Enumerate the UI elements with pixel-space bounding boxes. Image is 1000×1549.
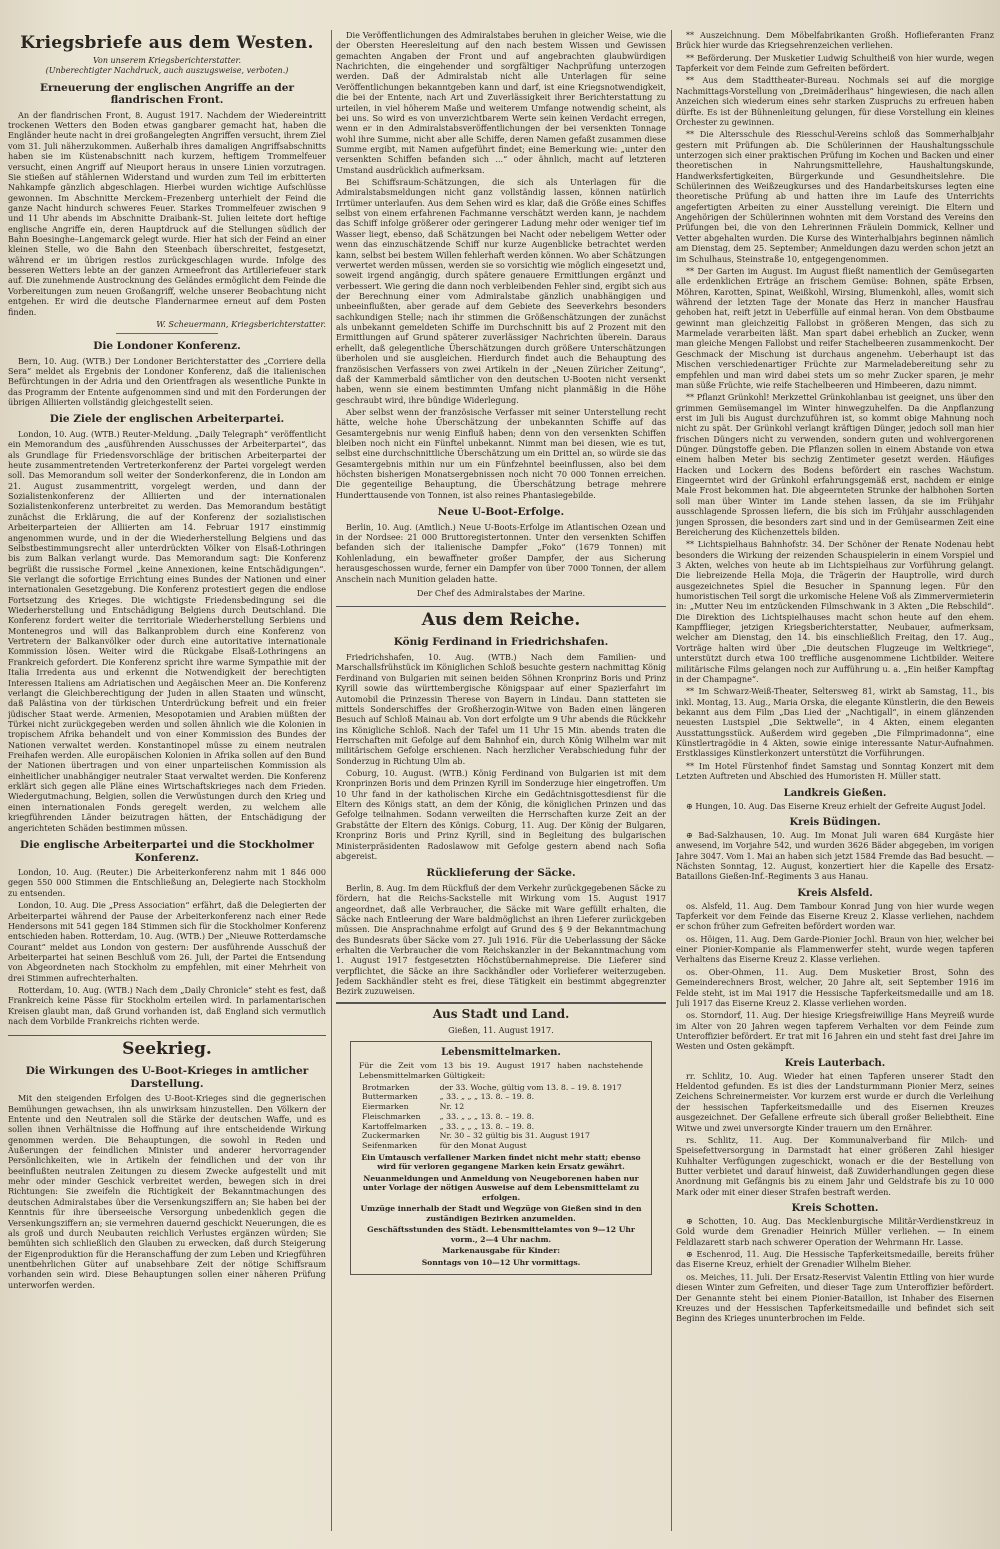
local-news-item: ⊕ Hungen, 10. Aug. Das Eiserne Kreuz erhielt der Gefreite August Jodel. [686,800,986,811]
section-title: Aus Stadt und Land. [336,1002,666,1021]
section-title: Seekrieg. [8,1035,326,1060]
ration-detail: Nr. 30 – 32 gültig bis 31. August 1917 [439,1131,591,1141]
notice-title: Lebensmittelmarken. [441,1046,561,1058]
article-paragraph: Mit den steigenden Erfolgen des U-Boot-Krieges sind die gegnerischen Bemühungen gewachsen, ihn als unwirksam hinzustellen. Den Völkern der Entente und den Neutralen soll die Stärke der deutschen Waffe, und es sollen ihnen Verhältnisse die Hoffnung auf ihre entscheidende Wirkung genommen werden. Die Behauptungen, die sowohl in Reden und Äußerungen der feindlichen Minister und anderer hervorragender Persönlichkeiten, wie in Artikeln der feindlichen und der von ihr beeinflußten neutralen Zeitungen zu diesem Zwecke aufgestellt und mit mehr oder minder Geschick verbreitet werden, bewegen sich in drei Richtungen: Sie zweifeln die Richtigkeit der Bekanntmachungen des deutschen Admiralstabes über die Versenkungsziffern an; Sie haben bei der Kenntnis für ihre überseeische Versorgung unbedenklich gegen die Versenkungsziffern an; sie vermehren dauernd geschickt Neuerungen, die es als groß und durch Neubauten reichlich Verlustes ergänzen würden; Sie bemühten sich schließlich den Glauben zu erwecken, daß durch Steigerung der Eigenproduktion für die Heranschaffung der zum Leben und Kriegführen unentbehrlichen Güter auf unabsehbare Zeit der nötige Schiffsraum vorhanden sein wird. Diese Behauptungen sollen einer näheren Prüfung unterworfen werden. [8,1093,326,1290]
notice-line: Ein Umtausch verfallener Marken findet nicht mehr statt; ebenso wird für verloren gegangene Marken kein Ersatz gewährt. [361,1152,641,1172]
article-paragraph: Rotterdam, 10. Aug. (WTB.) Nach dem „Daily Chronicle“ steht es fest, daß Frankreich keine Pässe für Stockholm erteilen wird. In parlamentarischen Kreisen glaubt man, daß Grund vorhanden ist, daß England sich vermutlich nach dem Vorbilde Frankreichs richten werde. [8,985,326,1027]
ration-row [359,1092,643,1102]
local-news-item: ** Pflanzt Grünkohl! Merkzettel Grünkohlanbau ist geeignet, uns über den grimmen Gemüsemangel im Winter hinwegzuhelfen. Da die Anpflanzung erst im Juli bis August durchzuführen ist, so kommt obige Mahnung noch nicht zu spät. Der Grünkohl verlangt kräftigen Dünger, jedoch soll man hier frischen Düngers nicht zu verwenden, sondern guten und wohlvergorenen Dünger. Düngstoffe geben. Die Pflanzen sollen in einem Abstande von etwa einem halben Meter bis sechzig Zentimeter gesetzt werden. Häufiges Hacken und Lockern des Bodens befördert ein rasches Wachstum. Eingeerntet wird der Grünkohl erfahrungsgemäß erst, nachdem er einige Male Frost bekommen hat. Die abgeernteten Strunke der halbhohen Sorten soll man über Winter im Lande stehen lassen, da sie im Frühjahr ausschlagende Sprossen liefern, die bis sich im Frühjahr ausschlagenden jungen Sprossen, die besonders zart sind und in der Gemüsearmen Zeit eine Bereicherung des Küchenzettels bilden. [676,392,994,537]
article-heading: Die englische Arbeiterpartei und die Stockholmer Konferenz. [20,838,314,864]
article-heading: König Ferdinand in Friedrichshafen. [393,636,609,649]
district-heading: Kreis Büdingen. [789,816,881,828]
article-paragraph: Friedrichshafen, 10. Aug. (WTB.) Nach dem Familien- und Marschallsfrühstück im Königlichen Schloß besuchte gestern nachmittag König Ferdinand von Bulgarien mit seinen beiden Söhnen Kronprinz Boris und Prinz Kyrill sowie das württembergische Königspaar auf einer Spazierfahrt im Automobil die Prinzessin Therese von Bayern in Lindau. Dann statteten sie mittels Sonderschiffes der Großherzogin-Witwe von Baden einen längeren Besuch auf Schloß Mainau ab. Von dort erfolgte um 9 Uhr abends die Rückkehr ins Königliche Schloß. Nach der Tafel um 11 Uhr 15 Min. abends traten die Herrschaften mit Gefolge auf dem Bahnhof ein, durch König Wilhelm war mit militärischem Gefolge erschienen. Nach herzlicher Verabschiedung fuhr der Sonderzug in Richtung Ulm ab. [336,652,666,766]
ration-detail: für den Monat August [439,1141,527,1151]
article-paragraph: Coburg, 10. August. (WTB.) König Ferdinand von Bulgarien ist mit dem Kronprinzen Boris und dem Prinzen Kyrill im Sonderzuge hier eingetroffen. Um 10 Uhr fand in der katholischen Kirche ein Gedächtnisgottesdienst für die Eltern des Königs statt, an dem der König, die königlichen Prinzen und das Gefolge teilnahmen. Sodann verweilten die Herrschaften kurze Zeit an der Grabstätte der Eltern des Königs. Coburg, 11. Aug. Der König der Bulgaren, Kronprinz Boris und Prinz Kyrill, sind in Begleitung des bulgarischen Ministerpräsidenten Radoslawow mit Gefolge gestern abend nach Sofia abgereist. [336,768,666,861]
ration-row [359,1102,643,1112]
local-news-item: ** Auszeichnung. Dem Möbelfabrikanten Großh. Hoflieferanten Franz Brück hier wurde das Kriegsehrenzeichen verliehen. [676,30,994,51]
ration-label: Kartoffelmarken [362,1121,427,1131]
local-news-item: rr. Schlitz, 10. Aug. Wieder hat einen Tapferen unserer Stadt den Heldentod gefunden. Es ist dies der Landsturmmann Pionier Merz, seines Zeichens Schreinermeister. Vor kurzem erst wurde er durch die Verleihung der hessischen Tapferkeitsmedaille und des Eisernen Kreuzes ausgezeichnet. Der Gefallene erfreute sich überall großer Beliebtheit. Eine Witwe und zwei unversorgte Kinder trauern um den Ernährer. [676,1070,994,1133]
notice-line: Sonntags von 10—12 Uhr vormittags. [421,1257,581,1267]
local-news-item: os. Alsfeld, 11. Aug. Dem Tambour Konrad Jung von hier wurde wegen Tapferkeit vor dem Feinde das Eiserne Kreuz 2. Klasse verliehen, nachdem er schon früher zum Gefreiten befördert worden war. [676,900,994,932]
ration-label: Fleischmarken [362,1111,421,1121]
article-paragraph: Berlin, 8. Aug. Im dem Rückfluß der dem Verkehr zurückgegebenen Säcke zu fördern, hat die Reichs-Sackstelle mit Wirkung vom 15. August 1917 angeordnet, daß alle Verbraucher, die Säcke mit Ware gefüllt erhalten, die Säcke nach Entleerung der Ware baldmöglichst an ihren Lieferer zurückgeben müssen. Die Ansprachnahme erfolgt auf Grund des § 9 der Bekanntmachung des Bundesrats über Säcke vom 27. Juli 1916. Für die Ueberlassung der Säcke erhalten die Verbraucher die vom Reichskanzler in der Bekanntmachung vom 1. August 1917 festgesetzten Höchstübernahmepreise. Die Lieferer sind verpflichtet, die Säcke an ihre Sackhändler oder Vorlieferer weiterzugeben. Jedem Sackhändler steht es frei, diese Tätigkeit ein bestimmt abgegrenzter Bezirk zuzuweisen. [336,882,666,997]
article-subtitle: Von unserem Kriegsberichterstatter. [92,55,242,65]
local-news-item: ** Die Altersschule des Riesschul-Vereins schloß das Sommerhalbjahr gestern mit Prüfungen ab. Die Schülerinnen der Haushaltungsschule unterzogen sich einer praktischen Prüfung im Kochen und Backen und einer theoretischen in Nahrungsmittellehre, Haushaltungskunde, Handwerksfertigkeiten, Bürgerkunde und Gesundheitslehre. Die Schülerinnen des Weißzeugkurses und des Handarbeitskurses legten eine theoretische Prüfung ab und hatten ihre im Laufe des Unterrichts angefertigten Arbeiten zu einer Ausstellung vereinigt. Die Eltern und Angehörigen der Schülerinnen wohnten mit dem Vorstand des Vereins den Prüfungen bei, die von den Lehrerinnen Fräulein Dommick, Kellner und Vetter abgehalten wurden. Die Kurse des Winterhalbjahrs beginnen nämlich am Dienstag, dem 25. September; Anmeldungen dazu werden schon jetzt an im Schulhaus, Steinstraße 10, entgegengenommen. [676,129,994,264]
local-news-item: ** Lichtspielhaus Bahnhofstr. 34. Der Schöner der Renate Nodenau hebt besonders die Wirkung der reizenden Schauspielerin in einem Vorspiel und 3 Akten, welches von heute ab im Lichtspielhaus zur Vorführung gelangt. Die liebreizende Hella Moja, die Trägerin der Hauptrolle, wird durch ausgezeichnetes Spiel die Besucher in Spannung legen. Für den humoristischen Teil sorgt die urkomische Helene Voß als Zimmervermieterin in: „Mutter Neu im entzückenden Filmschwank in 3 Akten „Die Rebschild“. Die Direktion des Lichtspielhauses macht schon heute auf den ehem. Kampfflieger, jetzigen Kriegsberichterstatter, Neubauer, aufmerksam, welcher am Dienstag, den 14. bis einschließlich Freitag, den 17. Aug., Vorträge halten wird über „Die deutschen Flugzeuge im Weltkriege“, unterstützt durch etwa 100 treffliche ausgenommene Lichtbilder. Weitere militärische Films gelangen noch zur Aufführung u. a. „Ein heißer Kampftag in der Champagne“. [676,539,994,684]
dateline: Gießen, 11. August 1917. [448,1024,554,1035]
ration-detail: Nr. 12 [439,1102,465,1112]
local-news-item: ** Im Hotel Fürstenhof findet Samstag und Sonntag Konzert mit dem Letzten Auftreten und Abschied des Humoristen H. Müller statt. [676,760,994,782]
article-paragraph: An der flandrischen Front, 8. August 1917. Nachdem der Wiedereintritt trockenen Wetters den Boden etwas gangbarer gemacht hat, haben die Engländer heute nacht in drei großangelegten Angriffen versucht, ihrem Ziel vom 31. Juli näherzukommen. Außerhalb ihres damaligen Angriffsabschnitts haben sie im Küstenabschnitt nach kurzem, heftigem Trommelfeuer versucht, einen Angriff auf Nieuport heraus in unsere Linien vorzutragen. Sie stießen auf stählernen Widerstand und wurden zum Teil im erbitterten Nahkampfe gänzlich abgeschlagen. Hierbei wurden wichtige Aufschlüsse gewonnen. Im Abschnitte Merckem–Frezenberg unterhielt der Feind die ganze Nacht hindurch schweres Feuer. Starkes Trommelfeuer zwischen 9 und 11 Uhr abends im Abschnitte Draibank–St. Julien leitete dort heftige englische Angriffe ein, deren Hauptdruck auf die Stellungen südlich der Bahn Boesinghe–Langemarck gelegt wurde. Hier hat sich der Feind an einer kleinen Stelle, wo die Bahn den Steenbach überschreitet, festgesetzt, während er im übrigen restlos zurückgeschlagen wurde. Infolge des besseren Wetters lebte an der ganzen Armeefront das Artilleriefeuer stark auf. Die zunehmende Austrocknung des Geländes ermöglicht dem Feinde die Vorbereitungen zum neuen Großangriff, welche unserer Beobachtung nicht entgehen. Er wird die deutsche Flandernarmee erneut auf dem Posten finden. [8,109,326,317]
ration-row [359,1083,643,1093]
district-heading: Kreis Alsfeld. [797,887,873,899]
local-news-item: os. Storndorf, 11. Aug. Der hiesige Kriegsfreiwillige Hans Meyreiß wurde im Alter von 20 Jahren wegen tapferem Verhalten vor dem Feinde zum Unteroffizier befördert. Er trat mit 16 Jahren ein und steht fast drei Jahre im Westen und Osten gekämpft. [676,1010,994,1052]
column-rule [331,30,332,1531]
notice-line: Geschäftsstunden des Städt. Lebensmittelamtes von 9—12 Uhr vorm., 2—4 Uhr nachm. [367,1225,635,1244]
article-heading: Neue U-Boot-Erfolge. [437,506,565,519]
ration-detail: „ 33. „ „ „ 13. 8. – 19. 8. [439,1111,535,1121]
column-middle [336,30,666,1531]
ration-row [359,1141,643,1151]
ration-label: Eiermarken [362,1102,409,1112]
ration-row [359,1112,643,1122]
article-heading: Die Londoner Konferenz. [93,339,241,352]
section-title: Aus dem Reiche. [336,606,666,631]
local-news-item: os. Meiches, 11. Juli. Der Ersatz-Reservist Valentin Ettling von hier wurde diesen Winter zum Gefreiten, und dieser Tage zum Unteroffizier befördert. Der Genannte steht bei einem Pionier-Bataillon, ist Inhaber des Eisernen Kreuzes und der Hessischen Tapferkeitsmedaille und befindet sich seit Beginn des Krieges ununterbrochen im Felde. [676,1271,994,1324]
ration-detail: „ 33. „ „ „ 13. 8. – 19. 8. [439,1092,535,1102]
separator [116,333,218,334]
reprint-notice: (Unberechtigter Nachdruck, auch auszugsweise, verboten.) [45,65,289,75]
article-signature: Der Chef des Admiralstabes der Marine. [416,587,586,598]
local-news-item: ⊕ Bad-Salzhausen, 10. Aug. Im Monat Juli waren 684 Kurgäste hier anwesend, im Vorjahre 542, und wurden 3626 Bäder abgegeben, im vorigen Jahre 3047. Vom 1. Mai an haben sich jetzt 1584 Fremde das Bad besucht. — Nächsten Sonntag, 12. August, konzertiert hier die Kapelle des Ersatz-Bataillons Gießen-Inf.-Regiments 3 aus Hanau. [676,829,994,882]
ration-label: Zuckermarken [362,1131,421,1141]
article-paragraph: Die Veröffentlichungen des Admiralstabes beruhen in gleicher Weise, wie die der Obersten Heeresleitung auf den nach bestem Wissen und Gewissen gemachten Angaben der Front und auf angebrachten glaubwürdigen Nachrichten, die eingehender und sorgfältiger Nachprüfung unterzogen werden. Daß der Admiralstab nicht alle Unterlagen für seine Veröffentlichungen bekanntgeben kann und darf, ist eine Kriegsnotwendigkeit, die bei der Entente, nach Art und Zuverlässigkeit ihrer Berichterstattung zu urteilen, in viel höherem Maße und weiterem Umfange notwendig scheint, als bei uns. So wird es von unverzichtbarem Werte sein keinen Verdacht erregen, wenn er in den Admiralstabsveröffentlichungen der bei versenkten Tonnage wohl ihre Summe, nicht aber alle Schiffe, deren Namen gefaßt zusammen diese Summe ergibt, mit Namen aufgeführt findet; eine Bemerkung wie: „unter den versenkten Schiffen befanden sich ...“ oder ähnlich, macht auf letzteren Umstand ausdrücklich aufmerksam. [336,30,666,175]
ration-detail: der 33. Woche, gültig vom 13. 8. – 19. 8. 1917 [439,1082,622,1092]
ration-label: Brotmarken [362,1082,410,1092]
article-paragraph: Aber selbst wenn der französische Verfasser mit seiner Unterstellung recht hätte, welche hohe Überschätzung der unbekannten Schiffe auf das Gesamtergebnis nur wenig Einfluß haben; denn von den versenkten Schiffen bleiben noch nicht ein Fünftel unbekannt. Nimmt man bei diesen, wie es tut, selbst eine durchschnittliche Überschätzung um ein Drittel an, so würde sie das Gesamtergebnis mithin nur um ein Fünfzehntel beeinflussen, also bei dem höchsten bisherigen Monatsergebnissen noch nicht 70 000 Tonnen erreichen. Die gegenteilige Behauptung, die Überschätzung betrage mehrere Hunderttausende von Tonnen, ist also reines Phantasiegebilde. [336,406,666,500]
local-news-item: os. Ober-Ohmen, 11. Aug. Dem Musketier Brost, Sohn des Gemeinderechners Brost, welcher, 20 Jahre alt, seit September 1916 im Felde steht, ist im Mai 1917 die Hessische Tapferkeitsmedaille und am 18. Juli 1917 das Eiserne Kreuz 2. Klasse verliehen worden. [676,966,994,1008]
ration-row [359,1131,643,1141]
article-heading: Die Ziele der englischen Arbeiterpartei. [49,413,285,426]
article-title: Kriegsbriefe aus dem Westen. [20,33,314,53]
local-news-item: ** Beförderung. Der Musketier Ludwig Schultheiß von hier wurde, wegen Tapferkeit vor dem Feinde zum Gefreiten befördert. [676,52,994,74]
article-heading: Erneuerung der englischen Angriffe an der flandrischen Front. [40,81,294,107]
local-news-item: ⊕ Eschenrod, 11. Aug. Die Hessische Tapferkeitsmedaille, bereits früher das Eiserne Kreuz, erhielt der Grenadier Wilhelm Bieher. [676,1249,994,1270]
district-heading: Kreis Schotten. [791,1203,879,1215]
column-right [676,30,994,1531]
notice-line: Umzüge innerhalb der Stadt und Wegzüge von Gießen sind in den zuständigen Bezirken anzumelden. [360,1204,642,1223]
ration-table [359,1083,643,1151]
ration-label: Seifenmarken [362,1141,418,1151]
local-news-item: ⊕ Schotten, 10. Aug. Das Mecklenburgische Militär-Verdienstkreuz in Gold wurde dem Grenadier Heinrich Müller verliehen. — In einem Feldlazarett starb nach schwerer Operation der Wehrmann Hr. Lasse. [676,1216,994,1247]
notice-line: Neuanmeldungen und Anmeldung von Neugeborenen haben nur unter Vorlage der nötigen Ausweise auf dem Lebensmittelamt zu erfolgen. [362,1173,640,1202]
local-news-item: rs. Schlitz, 11. Aug. Der Kommunalverband für Milch- und Speisefettversorgung in Darmstadt hat einer größeren Zahl hiesiger Kuhhalter Verfügungen zugeschickt, wonach er die der Bestellung von Butter verbietet und darauf hinweist, daß Zuwiderhandlungen gegen diese Anordnung mit Gefängnis bis zu einem Jahr und Geldstrafe bis zu 10 000 Mark oder mit einer dieser Strafen bestraft werden. [676,1134,994,1197]
article-paragraph: London, 10. Aug. (WTB.) Reuter-Meldung. „Daily Telegraph“ veröffentlicht ein Memorandum des „ausführenden Ausschusses der Arbeiterpartei“, das als Grundlage für Friedensvorschläge der britischen Arbeiterpartei der heute zusammentretenden Vertreterkonferenz der Partei vorgelegt werden soll. Das Memorandum soll weiter der Sonderkonferenz, die in London am 21. August zusammentritt, vorgelegt werden, und dann der Sozialistenkonferenz der Alliierten und der internationalen Sozialistenkonferenz unterbreitet zu werden. Das Memorandum bestätigt zunächst die Erklärung, die auf der Konferenz der sozialistischen Arbeiterparteien der Alliierten am 14. Februar 1917 einstimmig angenommen wurde, und in der die Wiederherstellung Belgiens und das Selbstbestimmungsrecht aller unterdrückten Völker von Elsaß-Lothringen bis zum Balkan verlangt wurde. Das Memorandum sagt: Die Konferenz begrüßt die russische Formel „keine Annexionen, keine Entschädigungen“. Sie verlangt die sofortige Errichtung eines Bundes der Nationen und einer internationalen Gesetzgebung. Die Konferenz protestiert gegen die endlose Fortsetzung des Krieges. Die wichtigste Friedensbedingung sei die Wiederherstellung und Entschädigung Belgiens durch Deutschland. Die Konferenz fordert weiter die territoriale Wiederherstellung Serbiens und Montenegros und will das Balkanproblem durch eine Konferenz von Vertretern der Balkanvölker oder durch eine autoritative internationale Kommission lösen. Weiter wird die Rückgabe Elsaß-Lothringens an Frankreich gefordert. Die Konferenz spricht ihre warme Sympathie mit der Italia Irredenta aus und erkennt die Notwendigkeit der berechtigten Interessen Italiens am Adriatischen und Aegäischen Meer an. Die Konferenz verlangt die Gleichberechtigung der Juden in allen Staaten und wünscht, daß Palästina von der türkischen Unterdrückung befreit und ein freier jüdischer Staat werde. Armenien, Mesopotamien und Arabien müßten der Türkei nicht zurückgegeben werden und sollen ähnlich wie die Kolonien in tropischem Afrika behandelt und von einer Kommission des Bundes der Nationen verwaltet werden. Konstantinopel müsse zu einem neutralen Freihafen werden. Alle europäischen Kolonien in Afrika sollen auf den Bund der Nationen übertragen und von einer unparteiischen Kommission als einheitlicher unabhängiger neutraler Staat verwaltet werden. Die Konferenz erklärt sich gegen alle Pläne eines Wirtschaftskrieges nach dem Frieden. Wiedergutmachung, Belgien, sollen die Verwüstungen durch den Krieg und einen internationalen Fonds geregelt werden, zu welchem alle kriegführenden Länder beizutragen hätten, der Entschädigung der angerichteten Schäden bestimmen müssen. [8,428,326,833]
local-news-item: os. Höigen, 11. Aug. Dem Garde-Pionier Jochl. Braun von hier, welcher bei einer Pionier-Kompanie als Flammenwerfer steht, wurde wegen tapferen Verhaltens das Eiserne Kreuz 2. Klasse verliehen. [676,933,994,965]
district-heading: Landkreis Gießen. [783,787,887,799]
article-paragraph: Berlin, 10. Aug. (Amtlich.) Neue U-Boots-Erfolge im Atlantischen Ozean und in der Nordsee: 21 000 Bruttoregistertonnen. Unter den versenkten Schiffen befanden sich der italienische Dampfer „Foko“ (1679 Tonnen) mit Kohlenladung, ein bewaffneter großer Dampfer, der aus Sicherung herausgeschossen wurde, ferner ein Dampfer von über 7000 Tonnen, der allem Anschein nach Munition geladen hatte. [336,521,666,584]
article-heading: Rücklieferung der Säcke. [426,867,576,880]
local-news-item: ** Aus dem Stadttheater-Bureau. Nochmals sei auf die morgige Nachmittags-Vorstellung von „Dreimäderlhaus“ hingewiesen, die nach allen Anzeichen sich wiederum eines sehr starken Zuspruchs zu erfreuen haben dürfte. Es ist der Bühnenleitung gelungen, für diese Vorstellung ein kleines Orchester zu gewinnen. [676,75,994,127]
article-paragraph: London, 10. Aug. (Reuter.) Die Arbeiterkonferenz nahm mit 1 846 000 gegen 550 000 Stimmen die Entschließung an, Delegierte nach Stockholm zu entsenden. [8,867,326,898]
ration-row [359,1122,643,1132]
article-paragraph: Bern, 10. Aug. (WTB.) Der Londoner Berichterstatter des „Corriere della Sera“ meldet als Ergebnis der Londoner Konferenz, daß die italienischen Befürchtungen in der Adria und den Orientfragen als wesentliche Punkte in das Programm der Entente aufgenommen sind und mit den Forderungen der übrigen Alliierten vollständig gleichgestellt seien. [8,355,326,407]
ration-card-notice [350,1041,652,1275]
column-left [8,30,326,1531]
district-heading: Kreis Lauterbach. [784,1057,886,1069]
ration-detail: „ 33. „ „ „ 13. 8. – 19. 8. [439,1121,535,1131]
column-rule [671,30,672,1531]
notice-line: Markenausgabe für Kinder: [441,1246,561,1256]
notice-intro: Für die Zeit vom 13 bis 19. August 1917 haben nachstehende Lebensmittelmarken Gültigkeit: [359,1060,643,1080]
article-paragraph: Bei Schiffsraum-Schätzungen, die sich als Unterlagen für die Admiralstabsmeldungen nicht ganz vollständig lassen, können natürlich Irrtümer unterlaufen. Aus dem Sehen wird es klar, daß die Größe eines Schiffes selbst von einem erfahrenen Fachmanne verschätzt werden kann, je nachdem das Schiff infolge größerer oder geringerer Ladung mehr oder weniger tief im Wasser liegt, ebenso, daß Schätzungen bei Nacht oder nebeligem Wetter oder wenn das einzuschätzende Schiff nur kurze Augenblicke betrachtet werden kann, selbst bei bestem Willen fehlerhaft werden können. Wo aber Schätzungen verwertet werden müssen, werden sie so vorsichtig wie möglich eingesetzt und, soweit irgend angängig, durch spätere genauere Ermittlungen ergänzt und verbessert. Wie gering die dann noch verbleibenden Fehler sind, ergibt sich aus der Berechnung einer vom Admiralstabe gänzlich unabhängigen und unbeeinflußten, aber gerade auf dem Gebiete des Seeverkehrs besonders sachkundigen Stelle; nach ihr stimmen die Größenschätzungen der zunächst als unbekannt gemeldeten Schiffe im Durchschnitt bis auf 2 Prozent mit den Ermittlungen auf Grund späterer zuverlässiger Nachrichten überein. Daraus erhellt, daß gelegentliche Überschätzungen durch größere Unterschätzungen überholen und sie ausgleichen. Hierdurch findet auch die Behauptung des französischen Verfassers von zwei Artikeln in der „Neuen Züricher Zeitung“, daß der Kammerbald sämtlicher von den deutschen U-Booten nicht versenkt haben, wenn sie einem bestimmten Umfang nicht planmäßig in die Höhe geschraubt wird, ihre bündige Widerlegung. [336,177,666,405]
local-news-item: ** Im Schwarz-Weiß-Theater, Seltersweg 81, wirkt ab Samstag, 11., bis inkl. Montag, 13. Aug., Maria Orska, die elegante Künstlerin, die den Beweis bekannt aus dem Film „Das Lied der „Nachtigall“, in einem glänzenden neuesten Lustspiel „Die Sektwelle“, in 4 Akten, einem eleganten Ausstattungsstück. Außerdem wird gegeben „Die Filmprimadonna“, eine Künstlertragödie in 4 Akten, sowie einige interessante Natur-Aufnahmen. Erstklassiges Künstlerkonzert unterstützt die Vorführungen. [676,686,994,759]
article-author: W. Scheuermann, Kriegsberichterstatter. [156,318,326,329]
article-heading: Die Wirkungen des U-Boot-Krieges in amtlicher Darstellung. [25,1065,309,1090]
article-paragraph: London, 10. Aug. Die „Press Association“ erfährt, daß die Delegierten der Arbeiterpartei während der Pause der Arbeiterkonferenz nach einer Rede Hendersons mit 541 gegen 184 Stimmen sich für die Stockholmer Konferenz entschieden haben. Rotterdam, 10. Aug. (WTB.) Der „Nieuwe Rotterdamsche Courant“ meldet aus London von gestern: Der ausführende Ausschuß der Arbeiterpartei hat seinen Beschluß vom 26. Juli, der Partei die Entsendung von Abgeordneten nach Stockholm zu empfehlen, mit einer Mehrheit von drei Stimmen aufrechterhalten. [8,900,326,983]
ration-label: Buttermarken [362,1092,418,1102]
local-news-item: ** Der Garten im August. Im August fließt namentlich der Gemüsegarten alle erdenklichen Erträge an frischem Gemüse: Bohnen, späte Erbsen, Möhren, Karotten, Spinat, Weißkohl, Wirsing, Blumenkohl, alles, womit sich während der letzten Tage der Monate das Herz in mancher Hausfrau gehoben hat, reift jetzt in Ueberfülle auf einmal heran. Von dem Obstbaume gewinnt man gleichzeitig Fallobst in größeren Mengen, das sich zu Marmelade verarbeiten läßt. Man spart dabei erheblich an Zucker, wenn man gleiche Mengen Fallobst und reifer Stachelbeeren zusammenkocht. Der Geschmack der Mischung ist durchaus angenehm. Ueberhaupt ist das Mischen verschiedenartiger Früchte zur Marmeladebereitung sehr zu empfehlen und man wird dabei stets um so mehr Zucker sparen, je mehr man süße Früchte, wie reife Stachelbeeren und Himbeeren, dazu nimmt. [676,265,994,390]
